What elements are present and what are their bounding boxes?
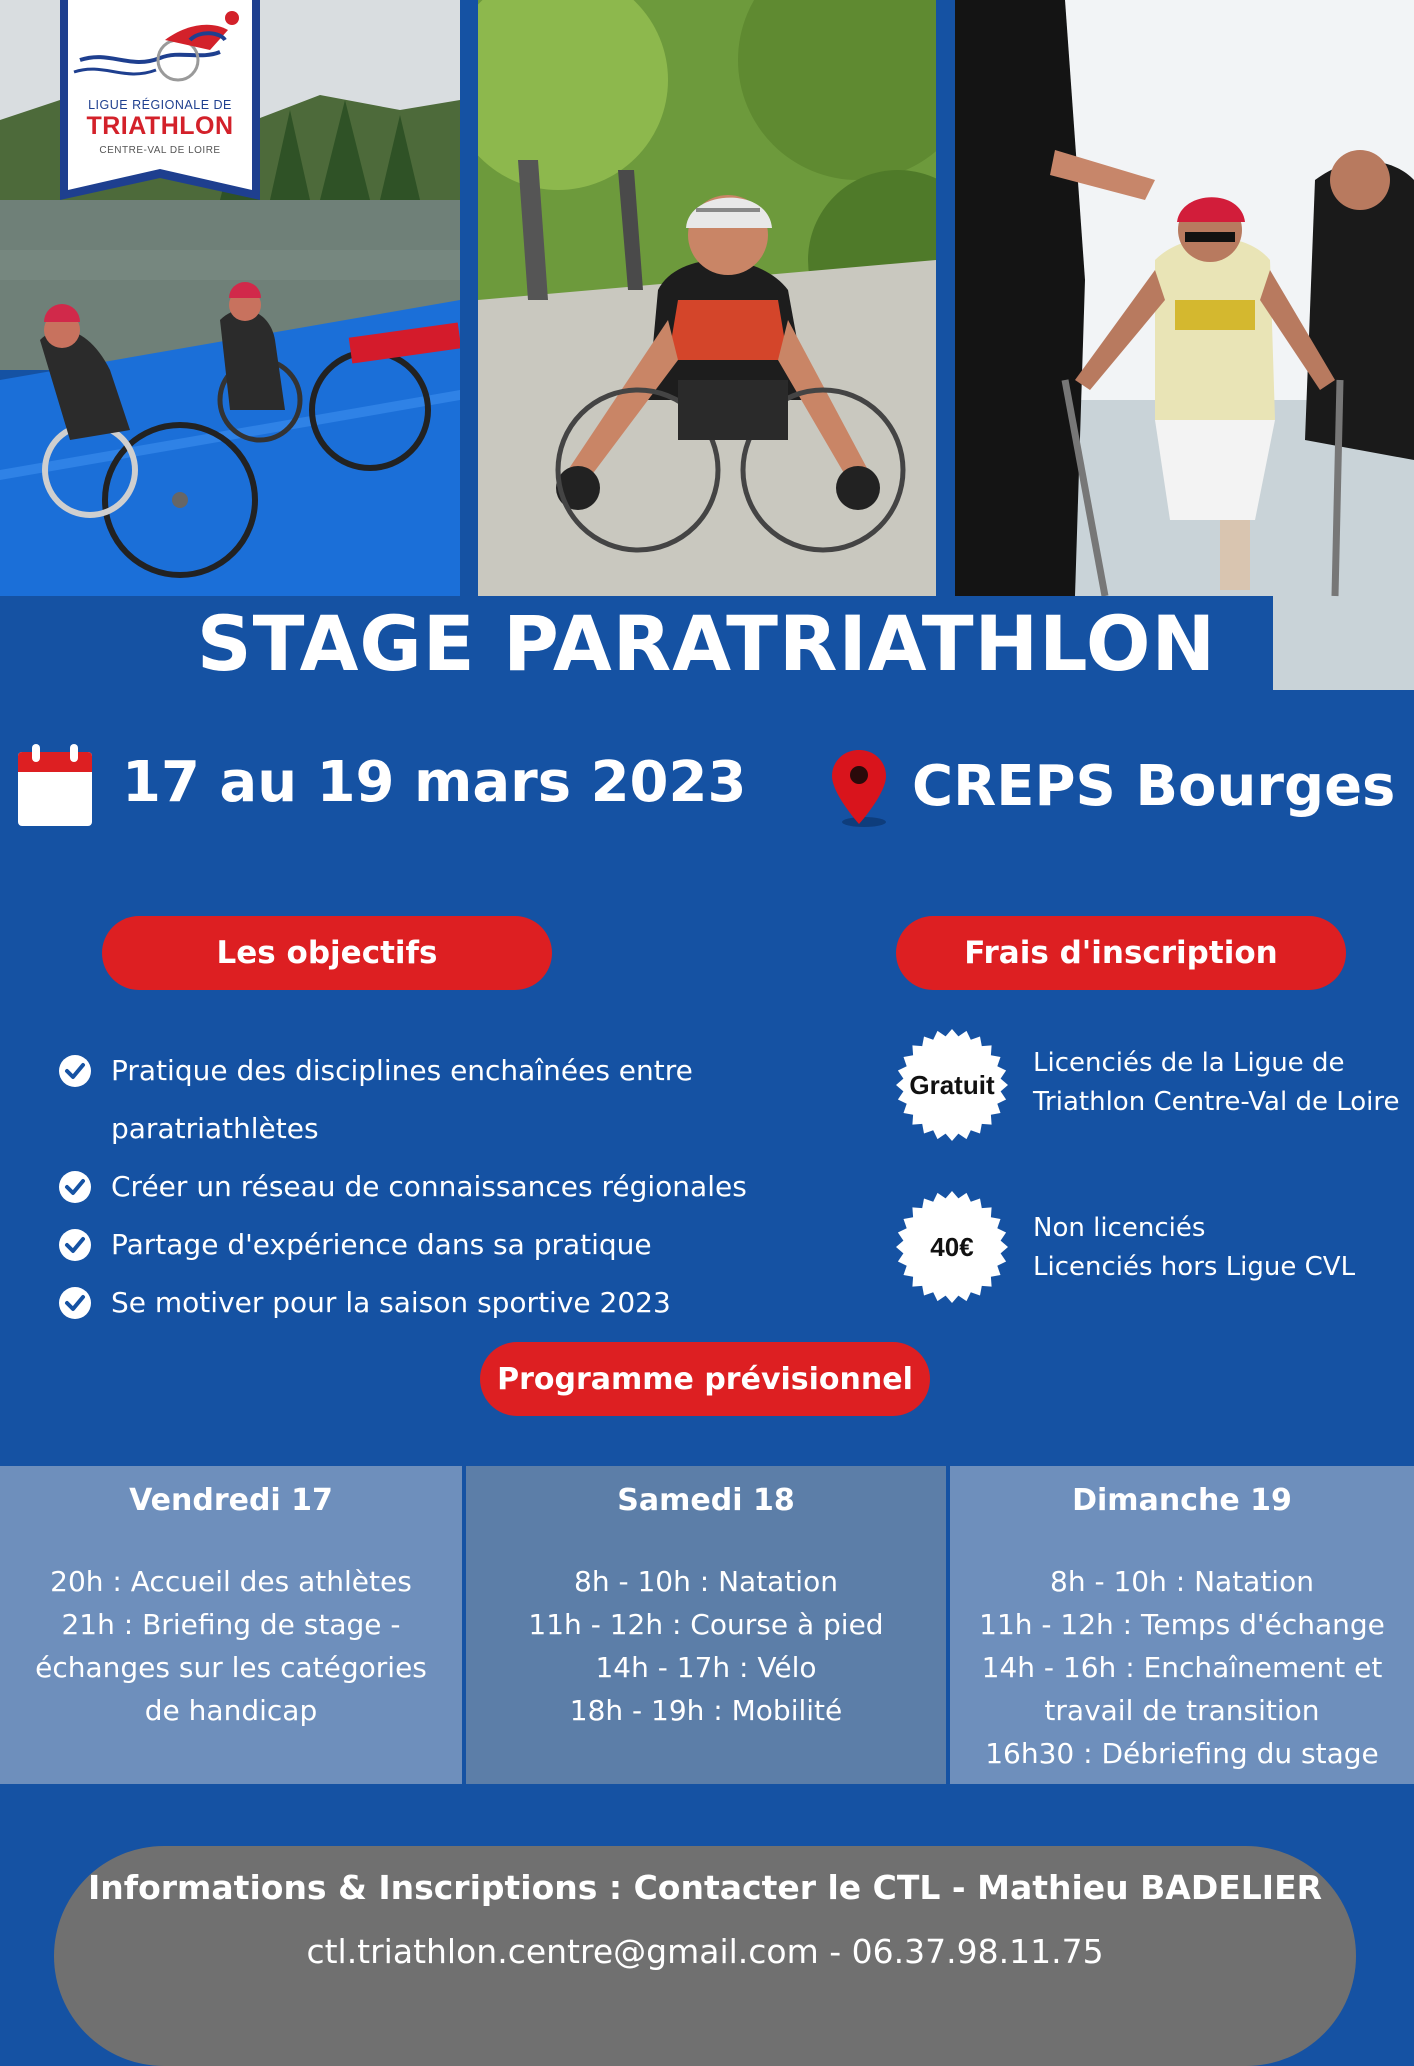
- check-circle-icon: [58, 1170, 92, 1204]
- objective-text: Pratique des disciplines enchaînées entre: [111, 1054, 693, 1087]
- schedule-day-title: Dimanche 19: [1072, 1483, 1292, 1518]
- schedule-line: travail de transition: [1044, 1694, 1320, 1727]
- fee-badge-label: 40€: [930, 1231, 974, 1262]
- schedule-day-dimanche: [950, 1466, 1414, 1784]
- schedule-day-vendredi: [0, 1466, 462, 1784]
- fee-badge-label: Gratuit: [909, 1069, 995, 1100]
- objective-item: [58, 1158, 818, 1216]
- league-logo: [60, 0, 260, 218]
- check-circle-icon: [58, 1286, 92, 1320]
- objective-text: Créer un réseau de connaissances régionales: [111, 1170, 747, 1203]
- schedule-line: 21h : Briefing de stage - échanges sur les catégories de handicap: [35, 1608, 427, 1727]
- fee-description: [1033, 1044, 1399, 1122]
- objective-text: Partage d'expérience dans sa pratique: [111, 1228, 652, 1261]
- objectifs-heading: Les objectifs: [102, 916, 552, 990]
- objective-item-continued: [58, 1100, 818, 1158]
- event-venue: CREPS Bourges: [912, 754, 1396, 819]
- logo-line1: LIGUE RÉGIONALE DE: [88, 98, 232, 112]
- calendar-icon: [16, 742, 94, 828]
- objectives-list: [58, 1042, 818, 1332]
- fee-description-line: Licenciés hors Ligue CVL: [1033, 1252, 1356, 1282]
- objective-item: [58, 1216, 818, 1274]
- schedule-line: 11h - 12h : Temps d'échange: [979, 1608, 1385, 1641]
- objective-item: [58, 1042, 818, 1100]
- frais-heading: Frais d'inscription: [896, 916, 1346, 990]
- objective-text: paratriathlètes: [111, 1112, 319, 1145]
- page-title: STAGE PARATRIATHLON: [196, 599, 1217, 688]
- schedule-day-samedi: [466, 1466, 946, 1784]
- schedule-line: 20h : Accueil des athlètes: [50, 1565, 412, 1598]
- fee-badge-price: [895, 1190, 1009, 1304]
- contact-details[interactable]: ctl.triathlon.centre@gmail.com - 06.37.98.11.75: [306, 1932, 1104, 1971]
- fee-badge-gratuit: [895, 1028, 1009, 1142]
- photo-athlete-crutches: [955, 0, 1414, 690]
- schedule-line: 14h - 17h : Vélo: [595, 1651, 817, 1684]
- objective-item: [58, 1274, 818, 1332]
- check-circle-icon: [58, 1054, 92, 1088]
- schedule-line: 11h - 12h : Course à pied: [528, 1608, 884, 1641]
- photo-wheelchair-racer: [478, 0, 936, 596]
- schedule-line: 8h - 10h : Natation: [574, 1565, 838, 1598]
- logo-line2: TRIATHLON: [86, 112, 234, 140]
- event-date: 17 au 19 mars 2023: [122, 750, 747, 815]
- programme-heading: Programme prévisionnel: [480, 1342, 930, 1416]
- schedule-line: 14h - 16h : Enchaînement et: [981, 1651, 1383, 1684]
- fee-description-line: Licenciés de la Ligue de: [1033, 1048, 1345, 1078]
- fee-description: [1033, 1209, 1355, 1287]
- fee-description-line: Non licenciés: [1033, 1213, 1206, 1243]
- contact-heading: Informations & Inscriptions : Contacter le CTL - Mathieu BADELIER: [87, 1868, 1323, 1907]
- schedule-day-title: Vendredi 17: [129, 1483, 333, 1518]
- fee-description-line: Triathlon Centre-Val de Loire: [1033, 1087, 1400, 1117]
- objective-text: Se motiver pour la saison sportive 2023: [111, 1286, 671, 1319]
- schedule-line: 18h - 19h : Mobilité: [569, 1694, 843, 1727]
- location-pin-icon: [830, 748, 888, 828]
- schedule-line: 8h - 10h : Natation: [1050, 1565, 1314, 1598]
- logo-line3: CENTRE-VAL DE LOIRE: [99, 145, 221, 156]
- schedule-day-title: Samedi 18: [617, 1483, 795, 1518]
- check-circle-icon: [58, 1228, 92, 1262]
- schedule-line: 16h30 : Débriefing du stage: [985, 1737, 1379, 1770]
